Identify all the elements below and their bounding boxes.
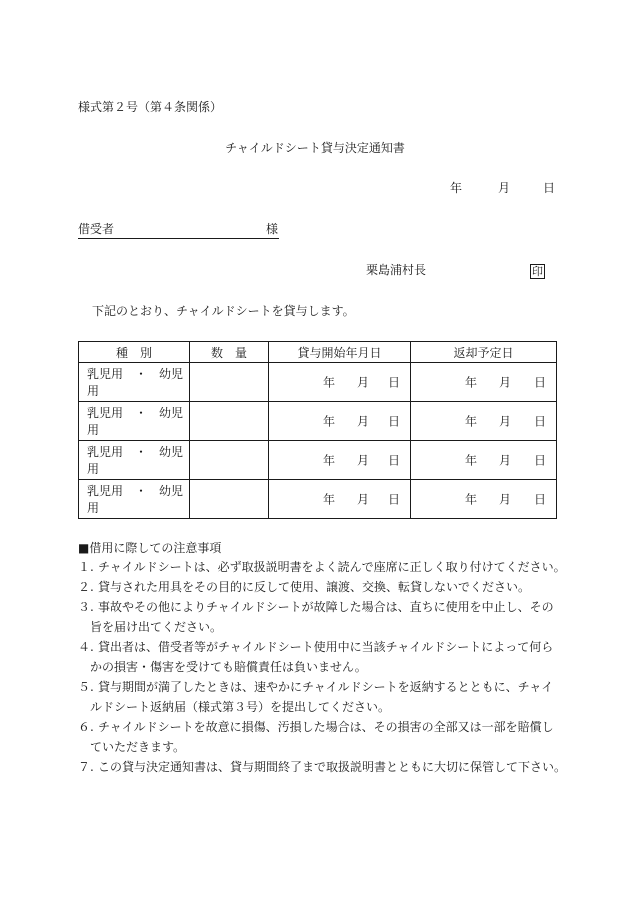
month-label: 月 [357,414,370,429]
row-kind: 乳児用 ・ 幼児用 [79,480,190,519]
row-start-date[interactable] [269,363,411,402]
note-text-continued: かの損害・傷害を受けても賠償責任は負いません。 [90,660,367,674]
row-start-date[interactable] [269,402,411,441]
row-start-date[interactable] [269,441,411,480]
year-label: 年 [323,414,336,429]
date-year-label: 年 [450,181,463,195]
month-label: 月 [357,453,370,468]
row-quantity[interactable] [190,480,269,519]
year-label: 年 [465,492,478,507]
table-row [79,402,557,441]
header-quantity: 数 量 [190,342,269,363]
note-number: ６. [78,720,94,734]
header-start-date: 貸与開始年月日 [269,342,411,363]
row-return-date[interactable] [411,441,557,480]
day-label: 日 [533,414,546,429]
month-label: 月 [499,492,512,507]
issuer-name: 栗島浦村長 [366,263,427,277]
day-label: 日 [533,453,546,468]
page-title: チャイルドシート貸与決定通知書 [225,141,405,155]
note-number: ５. [78,680,94,694]
note-text-continued: ていただきます。 [90,740,186,754]
note-text: 事故やその他によりチャイルドシートが故障した場合は、直ちに使用を中止し、その [98,600,554,614]
row-quantity[interactable] [190,441,269,480]
table-row [79,480,557,519]
date-day-label: 日 [543,181,556,195]
note-number: １. [78,560,94,574]
row-kind: 乳児用 ・ 幼児用 [79,441,190,480]
borrower-honorific: 様 [266,222,279,236]
row-quantity[interactable] [190,402,269,441]
note-text: 貸出者は、借受者等がチャイルドシート使用中に当該チャイルドシートによって何ら [98,640,554,654]
header-kind: 種 別 [79,342,190,363]
day-label: 日 [387,375,400,390]
row-quantity[interactable] [190,363,269,402]
year-label: 年 [465,375,478,390]
year-label: 年 [323,453,336,468]
row-kind: 乳児用 ・ 幼児用 [79,402,190,441]
note-text: 貸与された用具をその目的に反して使用、譲渡、交換、転貸しないでください。 [98,580,531,594]
year-label: 年 [465,414,478,429]
day-label: 日 [533,375,546,390]
table-row [79,363,557,402]
seal-mark: 印 [532,265,543,278]
form-number: 様式第２号（第４条関係） [78,100,223,114]
borrower-label: 借受者 [78,222,115,236]
note-text: この貸与決定通知書は、貸与期間終了まで取扱説明書とともに大切に保管して下さい。 [98,760,567,774]
table-header-row [79,342,557,363]
header-return-date: 返却予定日 [411,342,557,363]
day-label: 日 [387,414,400,429]
note-number: ２. [78,580,94,594]
loan-table [78,341,557,519]
notes-heading: ■借用に際しての注意事項 [78,541,222,555]
row-return-date[interactable] [411,363,557,402]
note-number: ７. [78,760,94,774]
borrower-name-line [78,238,279,239]
month-label: 月 [499,375,512,390]
note-text: 貸与期間が満了したときは、速やかにチャイルドシートを返納するとともに、チャイ [98,680,554,694]
note-number: ３. [78,600,94,614]
month-label: 月 [357,375,370,390]
note-text-continued: 旨を届け出てください。 [90,620,223,634]
note-text-continued: ルドシート返納届（様式第３号）を提出してください。 [90,700,391,714]
date-month-label: 月 [498,181,511,195]
year-label: 年 [465,453,478,468]
row-start-date[interactable] [269,480,411,519]
year-label: 年 [323,375,336,390]
month-label: 月 [357,492,370,507]
day-label: 日 [533,492,546,507]
note-text: チャイルドシートを故意に損傷、汚損した場合は、その損害の全部又は一部を賠償し [98,720,554,734]
month-label: 月 [499,414,512,429]
row-kind: 乳児用 ・ 幼児用 [79,363,190,402]
year-label: 年 [323,492,336,507]
day-label: 日 [387,453,400,468]
note-text: チャイルドシートは、必ず取扱説明書をよく読んで座席に正しく取り付けてください。 [98,560,566,574]
day-label: 日 [387,492,400,507]
row-return-date[interactable] [411,402,557,441]
note-number: ４. [78,640,94,654]
table-row [79,441,557,480]
month-label: 月 [499,453,512,468]
intro-text: 下記のとおり、チャイルドシートを貸与します。 [92,304,355,318]
row-return-date[interactable] [411,480,557,519]
